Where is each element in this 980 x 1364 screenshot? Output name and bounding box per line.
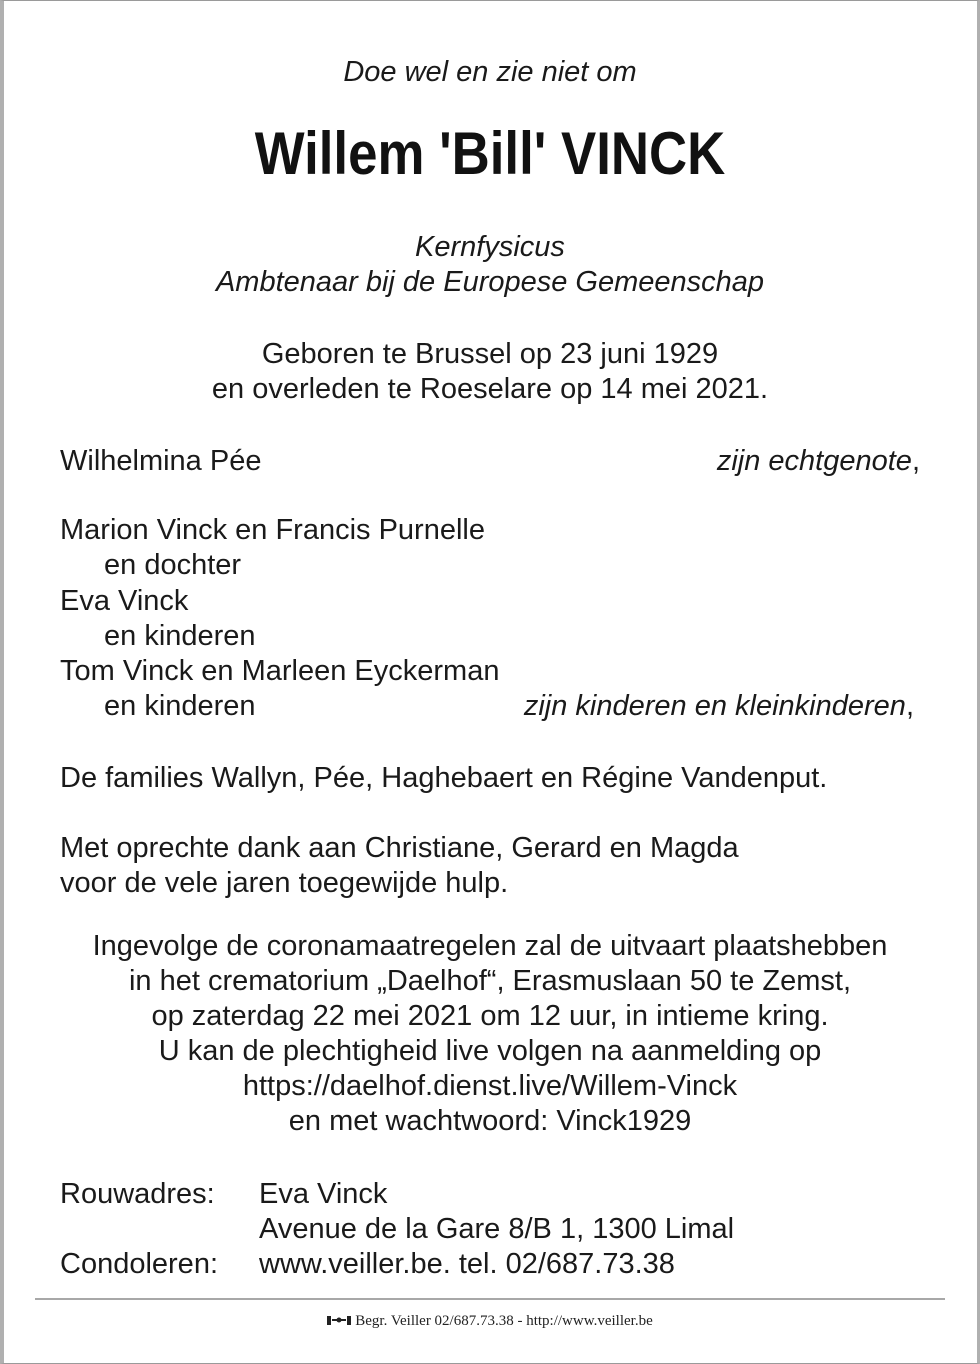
child-line: en kinderen xyxy=(104,620,256,652)
birth-line-2: en overleden te Roeselare op 14 mei 2021. xyxy=(211,373,769,405)
footer-text[interactable]: Begr. Veiller 02/687.73.38 - http://www.veiller.be xyxy=(355,1313,653,1329)
rouwadres-address: Avenue de la Gare 8/B 1, 1300 Limal xyxy=(259,1213,735,1245)
condoleren-value[interactable]: www.veiller.be. tel. 02/687.73.38 xyxy=(259,1248,675,1280)
funeral-line: Ingevolge de coronamaatregelen zal de uitvaart plaatshebben xyxy=(92,930,888,962)
funeral-line: en met wachtwoord: Vinck1929 xyxy=(288,1105,692,1137)
child-line: Tom Vinck en Marleen Eyckerman xyxy=(60,655,500,687)
profession-line-2: Ambtenaar bij de Europese Gemeenschap xyxy=(215,266,765,298)
spouse-relation: zijn echtgenote, xyxy=(716,445,920,477)
families-line: De families Wallyn, Pée, Haghebaert en Régine Vandenput. xyxy=(60,762,828,794)
funeral-line: U kan de plechtigheid live volgen na aanmelding op xyxy=(158,1035,822,1067)
funeral-link[interactable]: https://daelhof.dienst.live/Willem-Vinck xyxy=(242,1070,738,1102)
condoleren-label: Condoleren: xyxy=(60,1248,218,1280)
footer-divider xyxy=(35,1298,945,1300)
child-line: en dochter xyxy=(104,549,242,581)
spouse-name: Wilhelmina Pée xyxy=(60,445,262,477)
child-line: Eva Vinck xyxy=(60,585,189,617)
birth-line-1: Geboren te Brussel op 23 juni 1929 xyxy=(261,338,719,370)
deceased-name: Willem 'Bill' VINCK xyxy=(254,120,726,187)
funeral-line: op zaterdag 22 mei 2021 om 12 uur, in intieme kring. xyxy=(151,1000,829,1032)
motto: Doe wel en zie niet om xyxy=(343,56,637,88)
profession-line-1: Kernfysicus xyxy=(415,231,565,263)
funeral-line: in het crematorium „Daelhof“, Erasmuslaan 50 te Zemst, xyxy=(128,965,852,997)
thanks-line-1: Met oprechte dank aan Christiane, Gerard en Magda xyxy=(60,832,739,864)
thanks-line-2: voor de vele jaren toegewijde hulp. xyxy=(60,867,509,899)
child-line: en kinderen xyxy=(104,690,256,722)
children-relation: zijn kinderen en kleinkinderen, xyxy=(523,690,914,722)
rouwadres-label: Rouwadres: xyxy=(60,1178,215,1210)
child-line: Marion Vinck en Francis Purnelle xyxy=(60,514,485,546)
rouwadres-name: Eva Vinck xyxy=(259,1178,388,1210)
veiller-logo-icon xyxy=(327,1314,351,1326)
footer xyxy=(0,1313,980,1330)
